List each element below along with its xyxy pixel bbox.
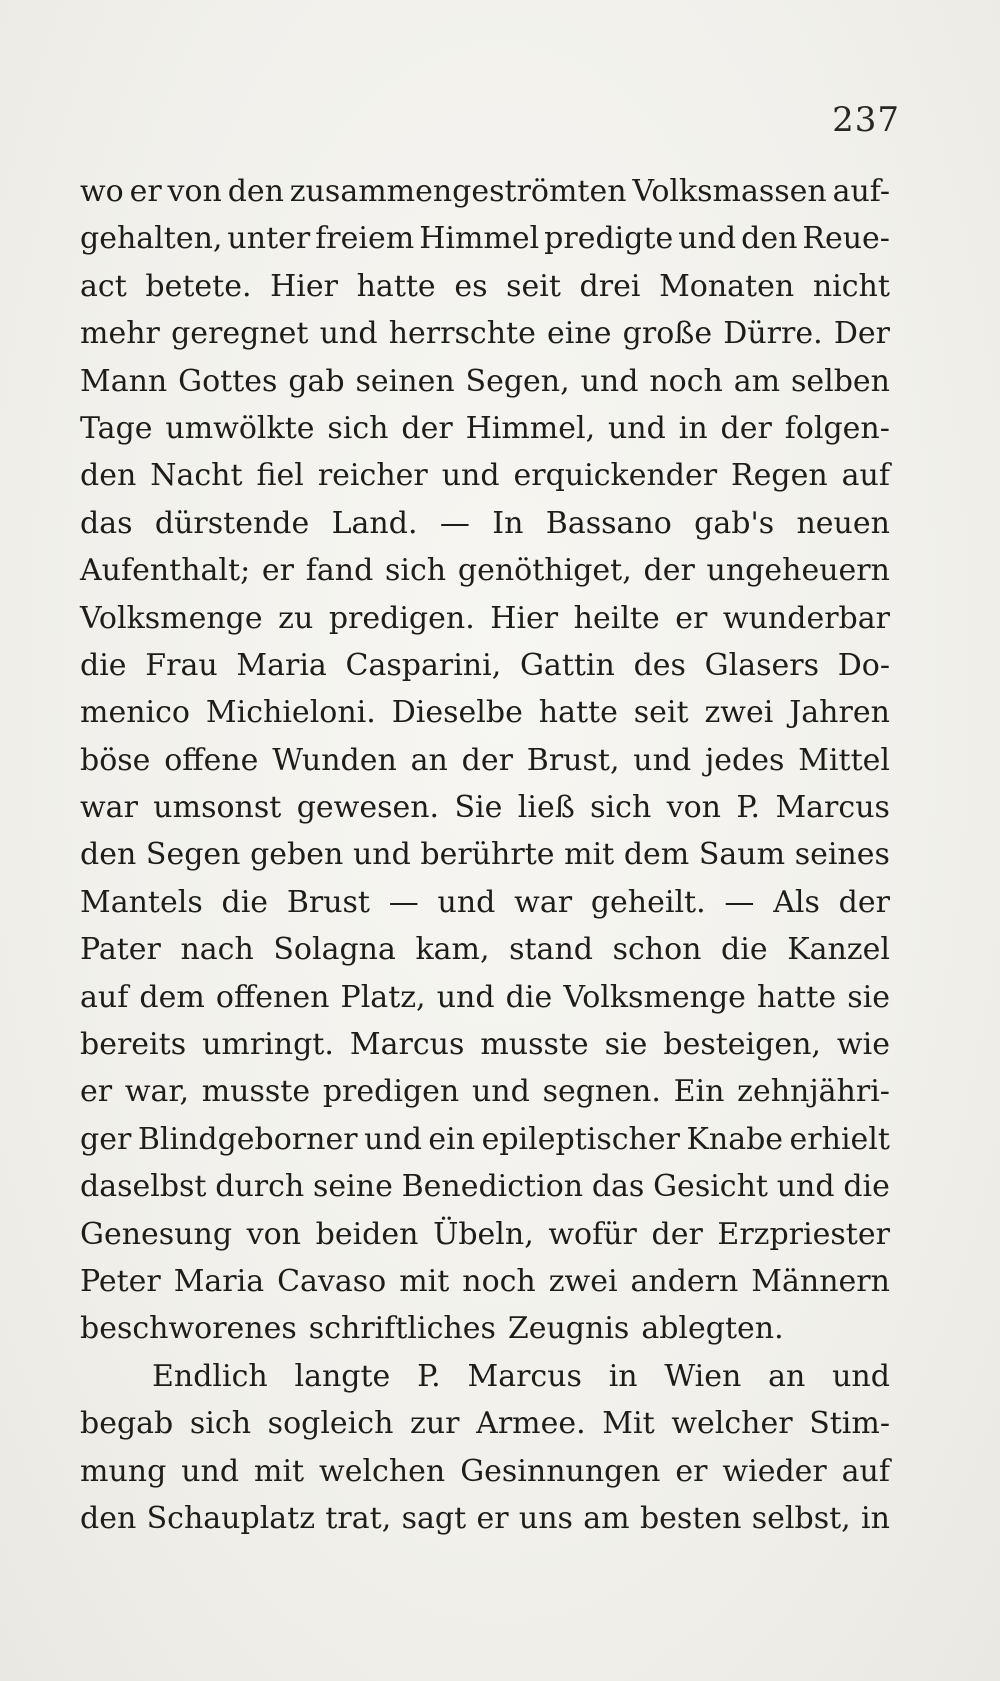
- word: sagt: [401, 1500, 467, 1536]
- text-line: [80, 974, 890, 1021]
- word: zur: [410, 1406, 460, 1442]
- word: Gottes: [178, 363, 278, 399]
- word: zehnjähri-: [737, 1074, 890, 1110]
- word: drei: [579, 268, 641, 304]
- paragraph: [80, 1353, 890, 1543]
- word: trat,: [325, 1500, 392, 1536]
- word: Platz,: [340, 979, 426, 1015]
- word: die: [221, 884, 269, 920]
- word: predigen: [322, 1074, 460, 1110]
- word: welchen: [319, 1453, 446, 1489]
- word: musste: [480, 1027, 589, 1063]
- word: Als: [773, 884, 820, 920]
- text-line: [80, 1258, 890, 1305]
- word: umsonst: [153, 790, 282, 826]
- word: ungeheuern: [706, 553, 890, 589]
- text-line: [80, 1211, 890, 1258]
- word: die: [721, 932, 768, 968]
- paragraph: [80, 168, 890, 1353]
- word: Volksmassen: [632, 174, 827, 209]
- text-line: [80, 1163, 890, 1210]
- word: uns: [518, 1500, 573, 1536]
- word: er: [261, 553, 295, 589]
- word: die: [505, 979, 553, 1015]
- word: sie: [604, 1027, 648, 1063]
- word: Brust: [286, 884, 370, 920]
- word: von: [167, 174, 222, 209]
- word: und: [832, 1358, 890, 1394]
- word: Tage: [80, 410, 153, 446]
- word: Dieselbe: [391, 695, 523, 731]
- word: Übeln,: [433, 1216, 534, 1252]
- word: seit: [506, 268, 561, 304]
- word: gehalten,: [80, 221, 223, 257]
- word: Benediction: [401, 1169, 584, 1205]
- word: predigen.: [328, 600, 475, 636]
- word: am: [583, 1500, 630, 1536]
- text-line: [80, 405, 890, 452]
- word: der: [643, 553, 695, 589]
- word: und: [678, 221, 737, 257]
- text-line: [80, 547, 890, 594]
- word: selben: [790, 363, 890, 399]
- word: Hier: [490, 600, 559, 636]
- word: Solagna: [273, 932, 396, 968]
- text-line: [80, 1400, 890, 1447]
- text-line: [80, 358, 890, 405]
- word: geheilt.: [590, 884, 706, 920]
- word: offene: [164, 742, 259, 778]
- word: Land.: [331, 505, 418, 541]
- word: Marcus: [349, 1027, 465, 1063]
- word: wunderbar: [722, 600, 890, 636]
- word: besten: [639, 1500, 742, 1536]
- word: der: [401, 410, 453, 446]
- word: selbst,: [751, 1500, 851, 1536]
- word: heilte: [573, 600, 660, 636]
- word: Zeugnis: [507, 1311, 630, 1347]
- word: dem: [623, 837, 690, 873]
- word: Michieloni.: [205, 695, 376, 731]
- word: Stim-: [809, 1406, 890, 1442]
- word: mung: [80, 1453, 167, 1489]
- word: Aufenthalt;: [80, 553, 251, 589]
- word: und: [607, 410, 666, 446]
- text-line: [80, 1068, 890, 1115]
- word: mit: [254, 1453, 305, 1489]
- word: P.: [736, 790, 761, 826]
- word: die: [843, 1169, 890, 1205]
- word: und: [352, 837, 411, 873]
- word: fand: [305, 553, 374, 589]
- word: daselbst: [80, 1169, 207, 1205]
- word: am: [733, 363, 781, 399]
- word: an: [768, 1358, 806, 1394]
- word: durch: [215, 1169, 305, 1205]
- word: Monaten: [659, 268, 795, 304]
- word: Genesung: [80, 1216, 233, 1252]
- word: Mantels: [80, 884, 203, 920]
- word: er: [80, 1074, 113, 1110]
- word: der: [461, 742, 513, 778]
- page-number: 237: [832, 100, 900, 140]
- word: ließ: [517, 790, 575, 826]
- word: Segen: [145, 837, 241, 873]
- word: böse: [80, 742, 151, 778]
- word: Do-: [837, 647, 890, 683]
- word: neuen: [796, 505, 890, 541]
- word: Reue-: [802, 221, 890, 257]
- word: von: [246, 1216, 301, 1252]
- word: sich: [189, 1406, 252, 1442]
- word: begab: [80, 1406, 174, 1442]
- word: Maria: [173, 1263, 265, 1299]
- word: Kanzel: [787, 932, 890, 968]
- word: den: [80, 837, 137, 873]
- word: Jahren: [789, 695, 890, 731]
- text-line: [80, 1495, 890, 1542]
- word: und: [319, 316, 378, 352]
- word: und: [364, 1121, 422, 1157]
- word: beiden: [315, 1216, 419, 1252]
- text-line: [80, 500, 890, 547]
- word: Cavaso: [277, 1263, 387, 1299]
- word: den: [80, 458, 137, 494]
- word: Regen: [731, 458, 828, 494]
- text-line: [80, 1353, 890, 1400]
- word: Knabe: [686, 1121, 784, 1157]
- text-line: [80, 689, 890, 736]
- word: folgen-: [784, 410, 890, 446]
- word: gab: [288, 363, 345, 399]
- word: den: [80, 1500, 137, 1536]
- word: der: [838, 884, 890, 920]
- word: fiel: [256, 458, 304, 494]
- word: Saum: [698, 837, 786, 873]
- word: zwei: [548, 1263, 618, 1299]
- body-text: [80, 168, 890, 1542]
- word: mit: [399, 1263, 450, 1299]
- word: geregnet: [171, 316, 309, 352]
- text-line: [80, 926, 890, 973]
- word: kam,: [415, 932, 490, 968]
- word: sich: [590, 790, 652, 826]
- word: Armee.: [476, 1406, 586, 1442]
- word: andern: [630, 1263, 739, 1299]
- word: ablegten.: [641, 1311, 784, 1347]
- word: act: [80, 268, 127, 304]
- word: erquickender: [513, 458, 718, 494]
- word: und: [436, 979, 495, 1015]
- text-line: [80, 452, 890, 499]
- word: reicher: [317, 458, 428, 494]
- word: große: [622, 316, 713, 352]
- word: offenen: [215, 979, 330, 1015]
- word: und: [580, 363, 639, 399]
- word: betete.: [145, 268, 252, 304]
- word: schriftliches: [308, 1311, 496, 1347]
- word: epileptischer: [481, 1121, 680, 1157]
- word: von: [666, 790, 722, 826]
- word: beschworenes: [80, 1311, 297, 1347]
- text-line: [80, 879, 890, 926]
- word: stand: [509, 932, 593, 968]
- word: er: [476, 1500, 509, 1536]
- word: und: [181, 1453, 240, 1489]
- word: Marcus: [467, 1358, 582, 1394]
- text-line: [80, 737, 890, 784]
- word: musste: [201, 1074, 311, 1110]
- word: sich: [327, 410, 389, 446]
- word: Schauplatz: [146, 1500, 316, 1536]
- word: segnen.: [542, 1074, 661, 1110]
- word: das: [591, 1169, 645, 1205]
- word: Wien: [664, 1358, 742, 1394]
- word: gewesen.: [296, 790, 440, 826]
- word: ger: [80, 1121, 132, 1157]
- word: Ein: [673, 1074, 725, 1110]
- text-line: [80, 168, 890, 215]
- word: eine: [547, 316, 612, 352]
- word: gab's: [694, 505, 775, 541]
- word: Männern: [751, 1263, 890, 1299]
- word: nach: [180, 932, 254, 968]
- word: die: [80, 647, 127, 683]
- word: umwölkte: [165, 410, 315, 446]
- word: zusammengeströmten: [289, 174, 627, 209]
- word: noch: [462, 1263, 536, 1299]
- word: in: [608, 1358, 638, 1394]
- word: genöthiget,: [457, 553, 632, 589]
- word: den: [741, 221, 798, 257]
- word: Marcus: [775, 790, 890, 826]
- word: unter: [227, 221, 311, 257]
- word: schon: [612, 932, 702, 968]
- word: Endlich: [152, 1358, 268, 1394]
- word: Gattin: [519, 647, 615, 683]
- word: zu: [278, 600, 314, 636]
- word: es: [454, 268, 488, 304]
- word: Pater: [80, 932, 161, 968]
- word: menico: [80, 695, 190, 731]
- word: seit: [633, 695, 689, 731]
- word: mehr: [80, 316, 160, 352]
- word: war,: [124, 1074, 189, 1110]
- word: in: [678, 410, 708, 446]
- word: ein: [428, 1121, 476, 1157]
- word: mit: [564, 837, 615, 873]
- word: das: [80, 505, 133, 541]
- word: war: [80, 790, 138, 826]
- word: Himmel: [419, 221, 540, 257]
- word: Mann: [80, 363, 168, 399]
- text-line: [80, 831, 890, 878]
- word: auf-: [832, 174, 890, 209]
- word: Sie: [454, 790, 503, 826]
- word: an: [410, 742, 448, 778]
- text-line: [80, 595, 890, 642]
- word: er: [675, 1453, 708, 1489]
- text-line: [80, 215, 890, 262]
- word: erhielt: [789, 1121, 890, 1157]
- word: seine: [313, 1169, 393, 1205]
- word: Nacht: [150, 458, 243, 494]
- word: Dürre.: [723, 316, 823, 352]
- word: Glasers: [704, 647, 819, 683]
- word: er: [129, 174, 162, 209]
- word: In: [492, 505, 524, 541]
- word: jedes: [704, 742, 785, 778]
- word: freiem: [315, 221, 415, 257]
- word: der: [651, 1216, 703, 1252]
- word: wieder: [722, 1453, 827, 1489]
- word: Brust,: [526, 742, 620, 778]
- word: sie: [847, 979, 890, 1015]
- text-line: [80, 1305, 890, 1352]
- word: dem: [139, 979, 205, 1015]
- word: hatte: [757, 979, 837, 1015]
- word: auf: [841, 458, 890, 494]
- word: seines: [794, 837, 890, 873]
- text-line: [80, 784, 890, 831]
- word: wo: [80, 174, 124, 209]
- word: umringt.: [202, 1027, 334, 1063]
- text-line: [80, 1021, 890, 1068]
- word: Maria: [236, 647, 327, 683]
- word: —: [439, 505, 470, 541]
- word: nicht: [812, 268, 890, 304]
- word: und: [776, 1169, 835, 1205]
- word: Blindgeborner: [137, 1121, 358, 1157]
- word: Peter: [80, 1263, 161, 1299]
- word: bereits: [80, 1027, 187, 1063]
- word: Bassano: [545, 505, 672, 541]
- word: auf: [80, 979, 129, 1015]
- word: langte: [294, 1358, 391, 1394]
- word: sich: [385, 553, 447, 589]
- word: —: [388, 884, 419, 920]
- word: —: [724, 884, 755, 920]
- word: besteigen,: [663, 1027, 821, 1063]
- word: hatte: [356, 268, 436, 304]
- text-line: [80, 1116, 890, 1163]
- word: Frau: [145, 647, 218, 683]
- word: und: [437, 884, 496, 920]
- word: hatte: [538, 695, 618, 731]
- word: Hier: [270, 268, 338, 304]
- word: Himmel,: [465, 410, 596, 446]
- word: welcher: [671, 1406, 793, 1442]
- word: der: [720, 410, 772, 446]
- word: Mittel: [798, 742, 890, 778]
- word: geben: [250, 837, 344, 873]
- word: dürstende: [154, 505, 310, 541]
- word: zwei: [704, 695, 774, 731]
- word: und: [633, 742, 692, 778]
- word: Erzpriester: [717, 1216, 890, 1252]
- word: er: [675, 600, 708, 636]
- text-line: [80, 263, 890, 310]
- word: Gesinnungen: [460, 1453, 661, 1489]
- text-line: [80, 642, 890, 689]
- word: Mit: [602, 1406, 655, 1442]
- word: Volksmenge: [80, 600, 263, 636]
- text-line: [80, 1448, 890, 1495]
- word: und: [441, 458, 500, 494]
- word: Der: [833, 316, 890, 352]
- text-line: [80, 310, 890, 357]
- word: P.: [417, 1358, 441, 1394]
- word: Gesicht: [653, 1169, 768, 1205]
- word: und: [471, 1074, 530, 1110]
- word: den: [227, 174, 284, 209]
- word: predigte: [544, 221, 674, 257]
- word: Volksmenge: [563, 979, 746, 1015]
- word: wofür: [548, 1216, 637, 1252]
- word: Casparini,: [345, 647, 502, 683]
- word: Segen,: [465, 363, 570, 399]
- word: Wunden: [272, 742, 397, 778]
- word: berührte: [420, 837, 555, 873]
- word: war: [514, 884, 573, 920]
- word: noch: [649, 363, 723, 399]
- word: des: [633, 647, 686, 683]
- word: seinen: [355, 363, 455, 399]
- word: auf: [841, 1453, 890, 1489]
- word: sogleich: [267, 1406, 394, 1442]
- word: herrschte: [388, 316, 536, 352]
- word: wie: [836, 1027, 890, 1063]
- word: in: [861, 1500, 890, 1536]
